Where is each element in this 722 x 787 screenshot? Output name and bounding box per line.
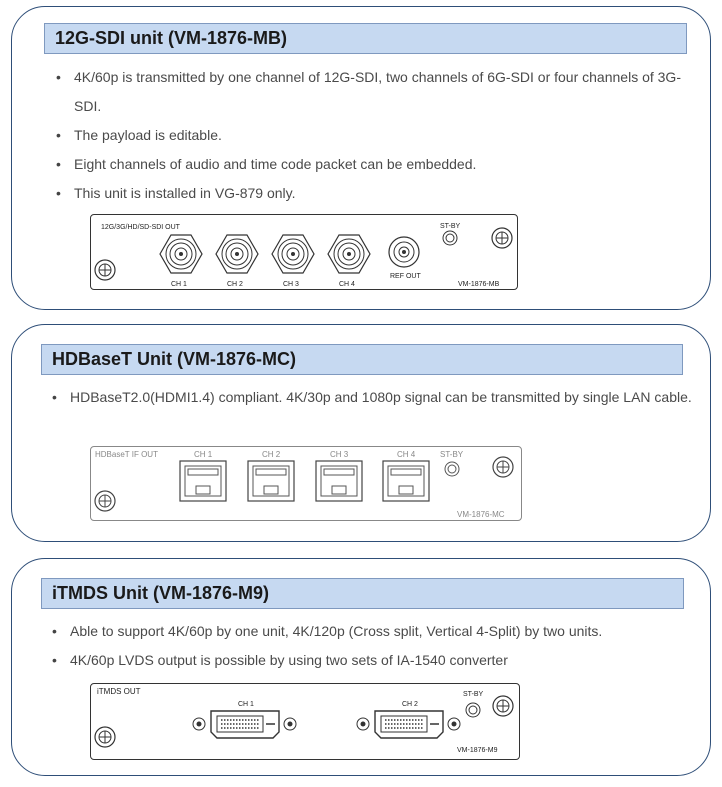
- port-label: CH 4: [339, 281, 355, 288]
- section-itmds: [11, 558, 711, 776]
- bnc-connector-icon: [160, 235, 202, 273]
- panel-header: 12G/3G/HD/SD-SDI OUT: [101, 224, 180, 231]
- standby-led-icon: [443, 231, 457, 245]
- dvi-connector-icon: [193, 711, 296, 738]
- rj45-port-icon: [180, 461, 226, 501]
- port-label: CH 2: [227, 281, 243, 288]
- rj45-port-icon: [316, 461, 362, 501]
- section-hdbaset: [11, 324, 711, 542]
- rear-panel-vm-1876-mc: [90, 446, 522, 521]
- list-item: • This unit is installed in VG-879 only.: [56, 179, 706, 208]
- screw-icon: [95, 491, 115, 511]
- section-12g-sdi: [11, 6, 711, 310]
- model-label: VM-1876-M9: [457, 747, 498, 754]
- port-label: CH 3: [330, 450, 349, 459]
- bnc-connector-icon: [272, 235, 314, 273]
- bullet-list: [56, 63, 706, 208]
- port-label: CH 1: [194, 450, 213, 459]
- panel-header: HDBaseT IF OUT: [95, 450, 158, 459]
- section-title: iTMDS Unit (VM-1876-M9): [41, 578, 684, 609]
- bnc-connector-icon: [328, 235, 370, 273]
- list-item: • Able to support 4K/60p by one unit, 4K/120p (Cross split, Vertical 4-Split) by two units.: [52, 617, 702, 646]
- bnc-connector-icon: [216, 235, 258, 273]
- port-label: CH 2: [262, 450, 281, 459]
- bullet-list: [52, 383, 692, 412]
- screw-icon: [492, 228, 512, 248]
- ref-out-label: REF OUT: [390, 273, 421, 280]
- rear-panel-vm-1876-mb: [90, 214, 518, 290]
- list-item: • HDBaseT2.0(HDMI1.4) compliant. 4K/30p and 1080p signal can be transmitted by single LAN cable.: [52, 383, 692, 412]
- rear-panel-vm-1876-m9: [90, 683, 520, 760]
- list-item: • The payload is editable.: [56, 121, 706, 150]
- port-label: CH 3: [283, 281, 299, 288]
- panel-header: iTMDS OUT: [97, 687, 141, 696]
- ref-bnc-icon: [389, 237, 419, 267]
- port-label: CH 1: [238, 701, 254, 708]
- standby-label: ST-BY: [463, 691, 484, 698]
- rj45-port-icon: [383, 461, 429, 501]
- list-item: • 4K/60p LVDS output is possible by using two sets of IA-1540 converter: [52, 646, 702, 675]
- rj45-port-icon: [248, 461, 294, 501]
- port-label: CH 2: [402, 701, 418, 708]
- list-item: • Eight channels of audio and time code packet can be embedded.: [56, 150, 706, 179]
- bullet-list: [52, 617, 702, 675]
- list-item: • 4K/60p is transmitted by one channel of 12G-SDI, two channels of 6G-SDI or four channels of 3G-SDI.: [56, 63, 706, 121]
- section-title: 12G-SDI unit (VM-1876-MB): [44, 23, 687, 54]
- screw-icon: [493, 457, 513, 477]
- section-title: HDBaseT Unit (VM-1876-MC): [41, 344, 683, 375]
- standby-led-icon: [445, 462, 459, 476]
- screw-icon: [95, 727, 115, 747]
- standby-label: ST-BY: [440, 450, 464, 459]
- port-label: CH 4: [397, 450, 416, 459]
- standby-label: ST-BY: [440, 223, 461, 230]
- standby-led-icon: [466, 703, 480, 717]
- model-label: VM-1876-MC: [457, 510, 505, 519]
- model-label: VM-1876-MB: [458, 281, 500, 288]
- screw-icon: [493, 696, 513, 716]
- port-label: CH 1: [171, 281, 187, 288]
- screw-icon: [95, 260, 115, 280]
- dvi-connector-icon: [357, 711, 460, 738]
